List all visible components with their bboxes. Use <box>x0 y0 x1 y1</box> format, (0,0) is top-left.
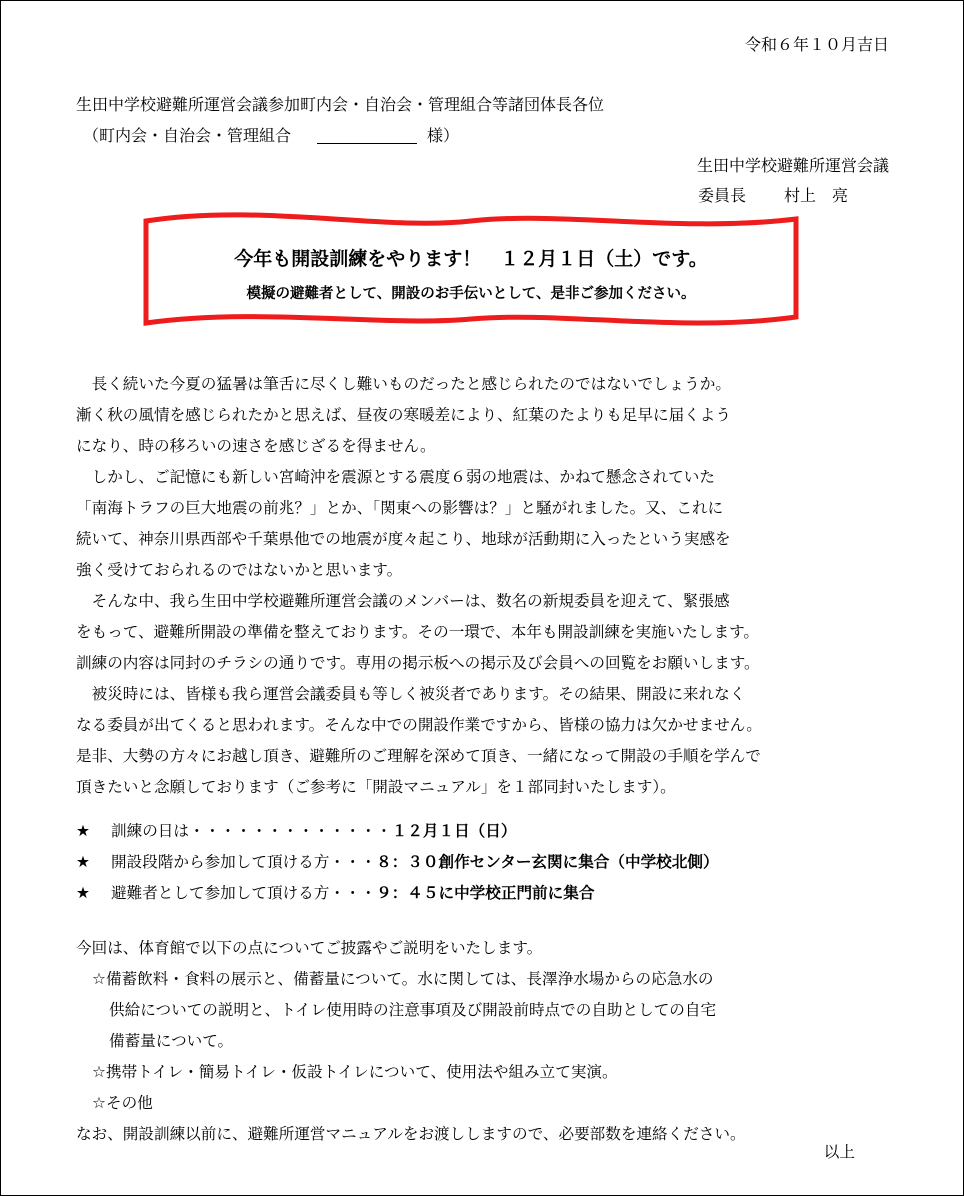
body-line: 訓練の内容は同封のチラシの通りです。専用の掲示板への掲示及び会員への回覧をお願いします。 <box>76 654 760 672</box>
body-line: そんな中、我ら生田中学校避難所運営会議のメンバーは、数名の新規委員を迎えて、緊張感 <box>76 592 730 610</box>
addressee-sub-line <box>83 126 459 146</box>
schedule-row-evacuees <box>76 878 719 909</box>
schedule-value: ８：３０創作センター玄関に集合（中学校北側） <box>376 853 719 871</box>
body-line: 「南海トラフの巨大地震の前兆？」とか、「関東への影響は？」と騒がれました。又、これに <box>76 499 724 517</box>
closing-line: ☆携帯トイレ・簡易トイレ・仮設トイレについて、使用法や組み立て実演。 <box>92 1063 618 1081</box>
closing-line: ☆その他 <box>92 1094 153 1112</box>
schedule-row-training-day <box>76 816 719 847</box>
sender-given-name: 亮 <box>832 186 849 205</box>
sender-title: 委員長 <box>698 186 747 205</box>
body-line: 長く続いた今夏の猛暑は筆舌に尽くし難いものだったと感じられたのではないでしょうか。 <box>76 375 731 393</box>
schedule-label: 開設段階から参加して頂ける方・・・ <box>111 853 377 871</box>
star-icon: ★ <box>76 853 90 871</box>
body-line: 頂きたいと念願しております（ご参考に「開設マニュアル」を１部同封いたします）。 <box>76 778 676 796</box>
addressee-line: 生田中学校避難所運営会議参加町内会・自治会・管理組合等諸団体長各位 <box>76 95 605 114</box>
schedule-value: ９：４５に中学校正門前に集合 <box>376 884 595 902</box>
letter-body <box>76 369 876 803</box>
closing-line: ☆備蓄飲料・食料の展示と、備蓄量について。水に関しては、長澤浄水場からの応急水の <box>92 970 714 988</box>
body-line: 被災時には、皆様も我ら運営会議委員も等しく被災者であります。その結果、開設に来れなく <box>76 685 746 703</box>
body-line: 続いて、神奈川県西部や千葉県他での地震が度々起こり、地球が活動期に入ったという実感を <box>76 530 731 548</box>
schedule-value: １２月１日（日） <box>391 822 517 840</box>
banner-title: 今年も開設訓練をやります！ １２月１日（土）です。 <box>234 248 708 270</box>
issue-date: 令和６年１０月吉日 <box>744 35 889 54</box>
body-line: 強く受けておられるのではないかと思います。 <box>76 561 403 579</box>
addressee-sub-prefix: （町内会・自治会・管理組合 <box>83 126 292 145</box>
schedule-list <box>76 816 719 909</box>
announcement-banner <box>141 209 801 331</box>
body-line: をもって、避難所開設の準備を整えております。その一環で、本年も開設訓練を実施いたします。 <box>76 623 760 641</box>
closing-line: 今回は、体育館で以下の点についてご披露やご説明をいたします。 <box>76 939 543 957</box>
addressee-sub-suffix: 様） <box>427 126 460 145</box>
star-icon: ★ <box>76 822 90 840</box>
sender-organization: 生田中学校避難所運営会議 <box>696 156 889 175</box>
banner-subtitle: 模擬の避難者として、開設のお手伝いとして、是非ご参加ください。 <box>246 286 696 302</box>
body-line: 漸く秋の風情を感じられたかと思えば、昼夜の寒暖差により、紅葉のたよりも足早に届くよう <box>76 406 731 424</box>
body-line: しかし、ご記憶にも新しい宮崎沖を震源とする震度６弱の地震は、かねて懸念されていた <box>76 468 715 486</box>
closing-line: 備蓄量について。 <box>109 1032 234 1050</box>
sender-surname: 村上 <box>784 186 817 205</box>
closing-line: 供給についての説明と、トイレ使用時の注意事項及び開設前時点での自助としての自宅 <box>109 1001 717 1019</box>
sender-person <box>698 186 848 206</box>
schedule-label: 訓練の日は・・・・・・・・・・・・・ <box>111 822 392 840</box>
closing-section <box>76 933 746 1150</box>
schedule-row-opening-staff <box>76 847 719 878</box>
closing-line: なお、開設訓練以前に、避難所運営マニュアルをお渡ししますので、必要部数を連絡ください。 <box>76 1125 746 1143</box>
closing-ijou: 以上 <box>823 1143 855 1161</box>
star-icon: ★ <box>76 884 90 902</box>
name-blank-line <box>317 127 417 144</box>
body-line: になり、時の移ろいの速さを感じざるを得ません。 <box>76 437 436 455</box>
schedule-label: 避難者として参加して頂ける方・・・ <box>111 884 377 902</box>
body-line: 是非、大勢の方々にお越し頂き、避難所のご理解を深めて頂き、一緒になって開設の手順を学んで <box>76 747 761 765</box>
body-line: なる委員が出てくると思われます。そんな中での開設作業ですから、皆様の協力は欠かせません。 <box>76 716 762 734</box>
